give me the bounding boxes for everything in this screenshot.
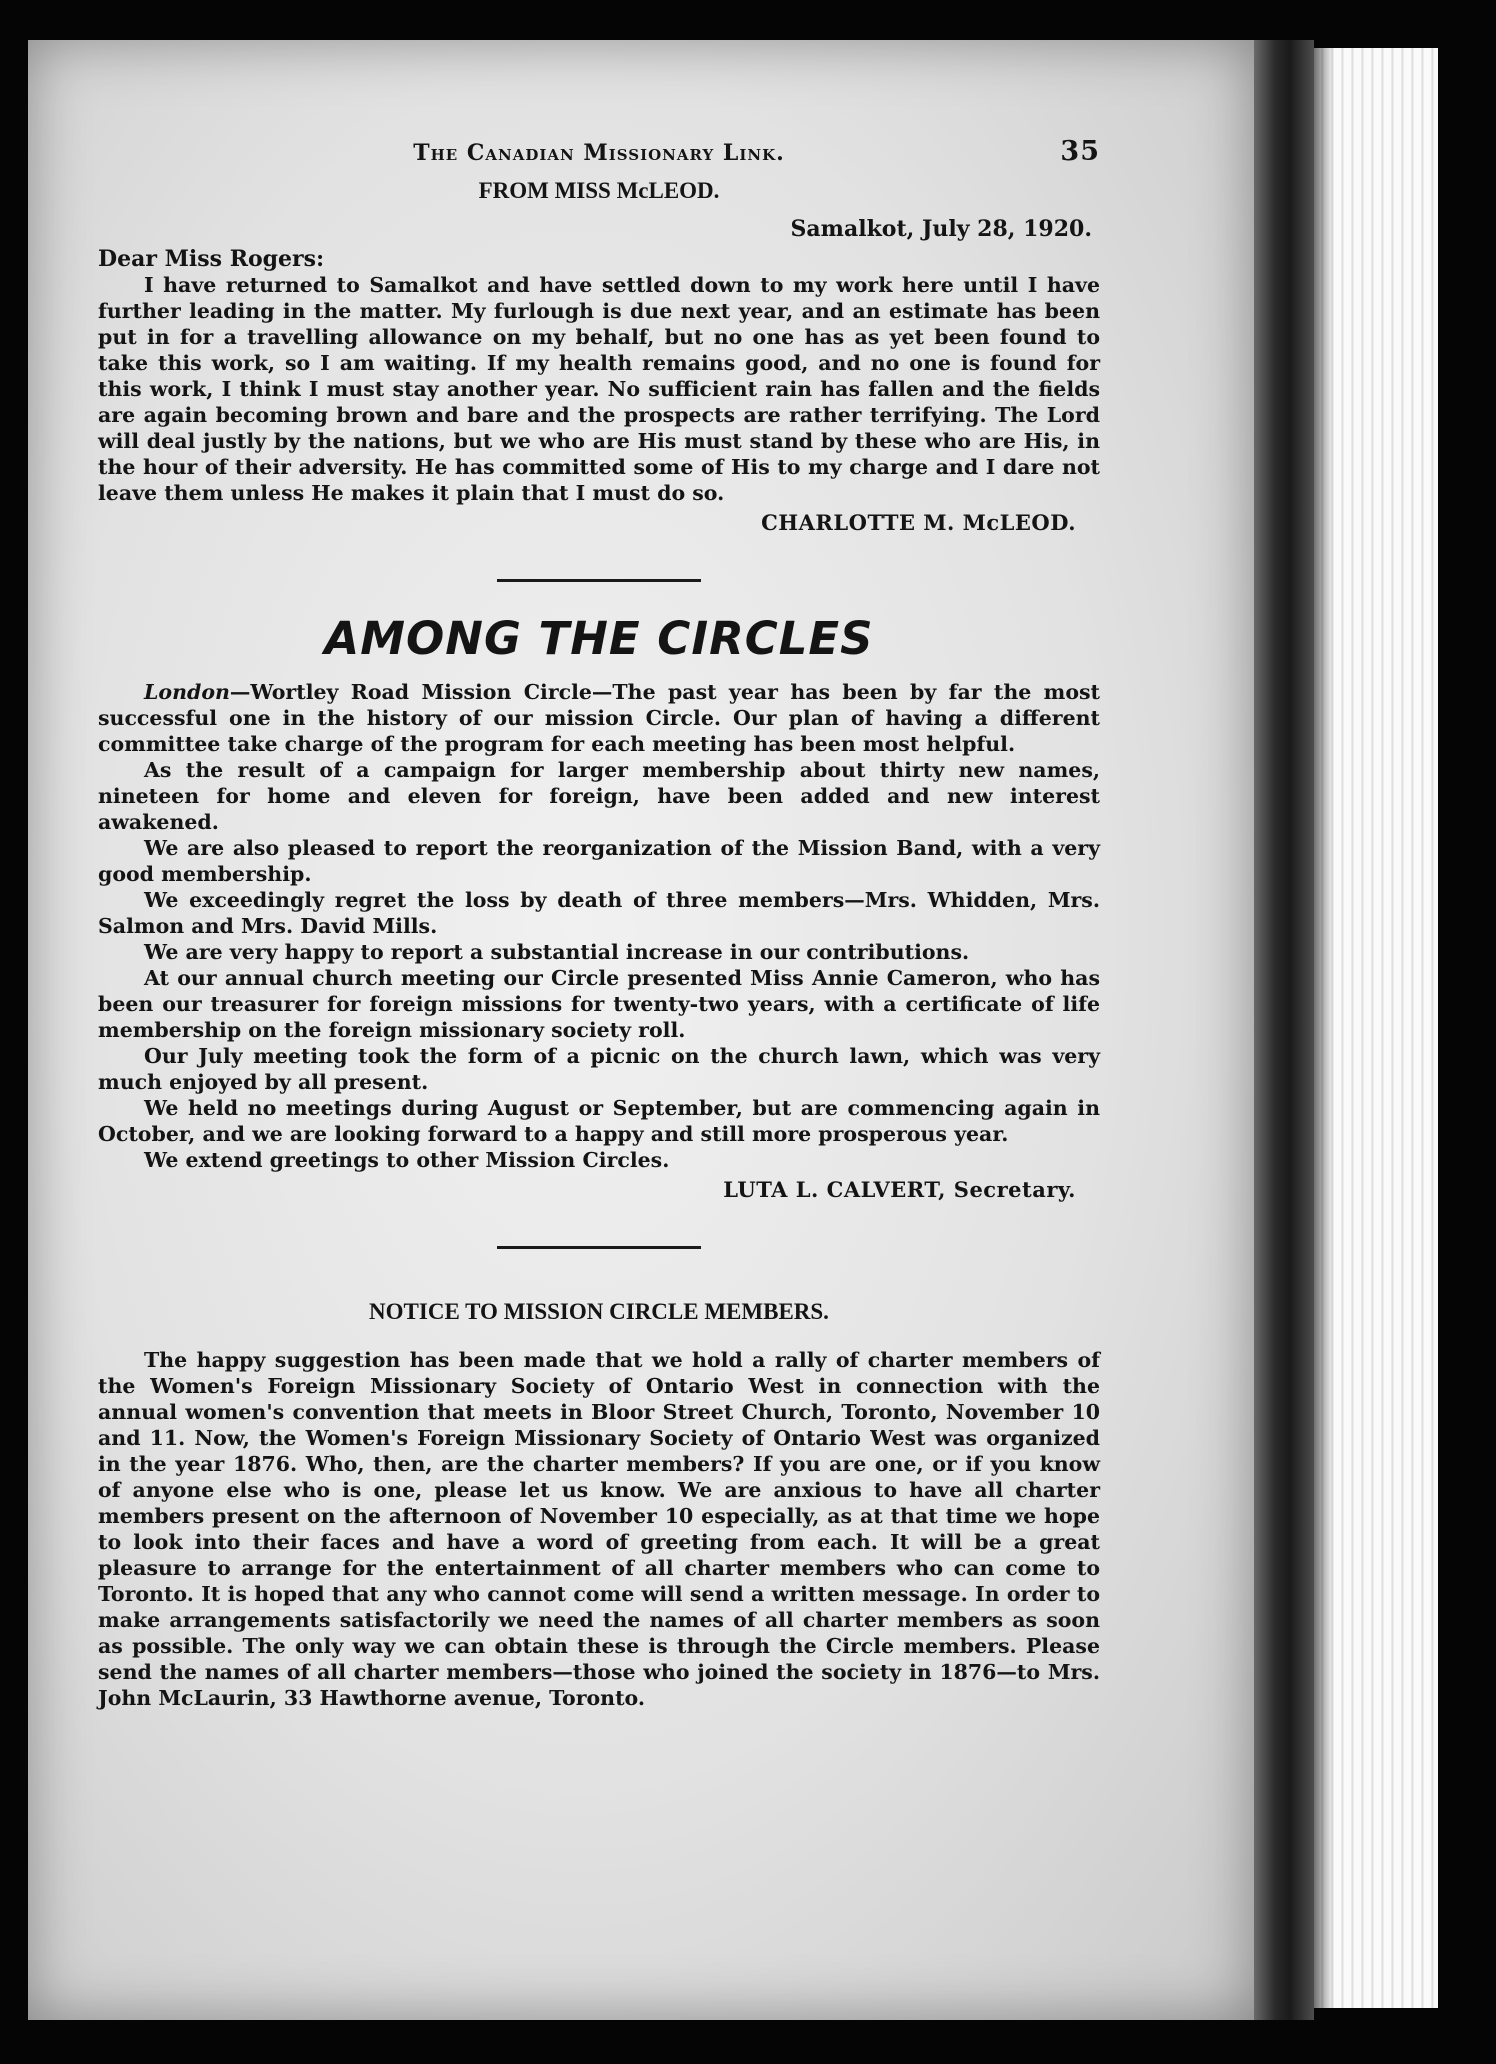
circles-paragraph: Our July meeting took the form of a picnic on the church lawn, which was very much enjoyed by all present. — [98, 1044, 1100, 1094]
book-spine — [1254, 40, 1314, 2020]
section-divider — [497, 579, 701, 582]
letter-body: I have returned to Samalkot and have settled down to my work here until I have further leading in the matter. My furlough is due next year, and an estimate has been put in for a travelling allowance on my behalf, but no one has as yet been found to take this work, so I am waiting. If my health remains good, and no one is found for this work, I think I must stay another year. No sufficient rain has fallen and the fields are again becoming brown and bare and the prospects are rather terrifying. The Lord will deal justly by the nations, but we who are His must stand by these who are His, in the hour of their adversity. He has committed some of His to my charge and I dare not leave them unless He makes it plain that I must do so. — [98, 273, 1100, 505]
page-content — [98, 136, 1100, 1711]
section-divider — [497, 1246, 701, 1249]
circles-first-text: —Wortley Road Mission Circle—The past year has been by far the most successful one in the history of our mission Circle. Our plan of having a different committee take charge of the program for each meeting has been most helpful. — [98, 680, 1100, 756]
circles-section — [98, 612, 1100, 1202]
letter-salutation: Dear Miss Rogers: — [98, 246, 325, 272]
notice-body: The happy suggestion has been made that we hold a rally of charter members of the Women's Foreign Missionary Society of Ontario West in connection with the annual women's convention that meets in Bloor Street Church, Toronto, November 10 and 11. Now, the Women's Foreign Missionary Society of Ontario West was organized in the year 1876. Who, then, are the charter members? If you are one, or if you know of anyone else who is one, please let us know. We are anxious to have all charter members present on the afternoon of November 10 especially, as at that time we hope to look into their faces and have a word of greeting from each. It will be a great pleasure to arrange for the entertainment of all charter members who can come to Toronto. It is hoped that any who cannot come will send a written message. In order to make arrangements satisfactorily we need the names of all charter members as soon as possible. The only way we can obtain these is through the Circle members. Please send the names of all charter members—those who joined the society in 1876—to Mrs. John McLaurin, 33 Hawthorne avenue, Toronto. — [98, 1348, 1100, 1710]
letter-section — [98, 178, 1100, 535]
letter-dateline: Samalkot, July 28, 1920. — [790, 216, 1092, 242]
circles-paragraph: We are also pleased to report the reorganization of the Mission Band, with a very good membership. — [98, 836, 1100, 886]
circles-paragraph: We held no meetings during August or September, but are commencing again in October, and we are looking forward to a happy and still more prosperous year. — [98, 1096, 1100, 1146]
running-header — [98, 136, 1100, 167]
circle-place: London — [144, 680, 230, 704]
letter-signature: CHARLOTTE M. McLEOD. — [761, 510, 1076, 535]
circles-paragraph: We are very happy to report a substantial increase in our contributions. — [144, 940, 970, 964]
circles-paragraph: At our annual church meeting our Circle presented Miss Annie Cameron, who has been our treasurer for foreign missions for twenty-two years, with a certificate of life membership on the foreign missionary society roll. — [98, 966, 1100, 1042]
circles-first-paragraph — [98, 679, 1100, 757]
notice-heading: NOTICE TO MISSION CIRCLE MEMBERS. — [369, 1299, 829, 1324]
notice-section — [98, 1299, 1100, 1711]
circles-paragraph: We extend greetings to other Mission Circles. — [144, 1148, 670, 1172]
page-edge-shadow — [1314, 48, 1334, 2008]
circles-heading: AMONG THE CIRCLES — [324, 612, 874, 665]
page-number: 35 — [1060, 136, 1100, 167]
circles-signature: LUTA L. CALVERT, Secretary. — [723, 1177, 1076, 1202]
running-title: The Canadian Missionary Link. — [413, 140, 785, 166]
letter-title: FROM MISS McLEOD. — [478, 178, 720, 203]
circles-paragraph: We exceedingly regret the loss by death of three members—Mrs. Whidden, Mrs. Salmon and Mrs. David Mills. — [98, 888, 1100, 938]
circles-paragraph: As the result of a campaign for larger membership about thirty new names, nineteen for home and eleven for foreign, have been added and new interest awakened. — [98, 758, 1100, 834]
